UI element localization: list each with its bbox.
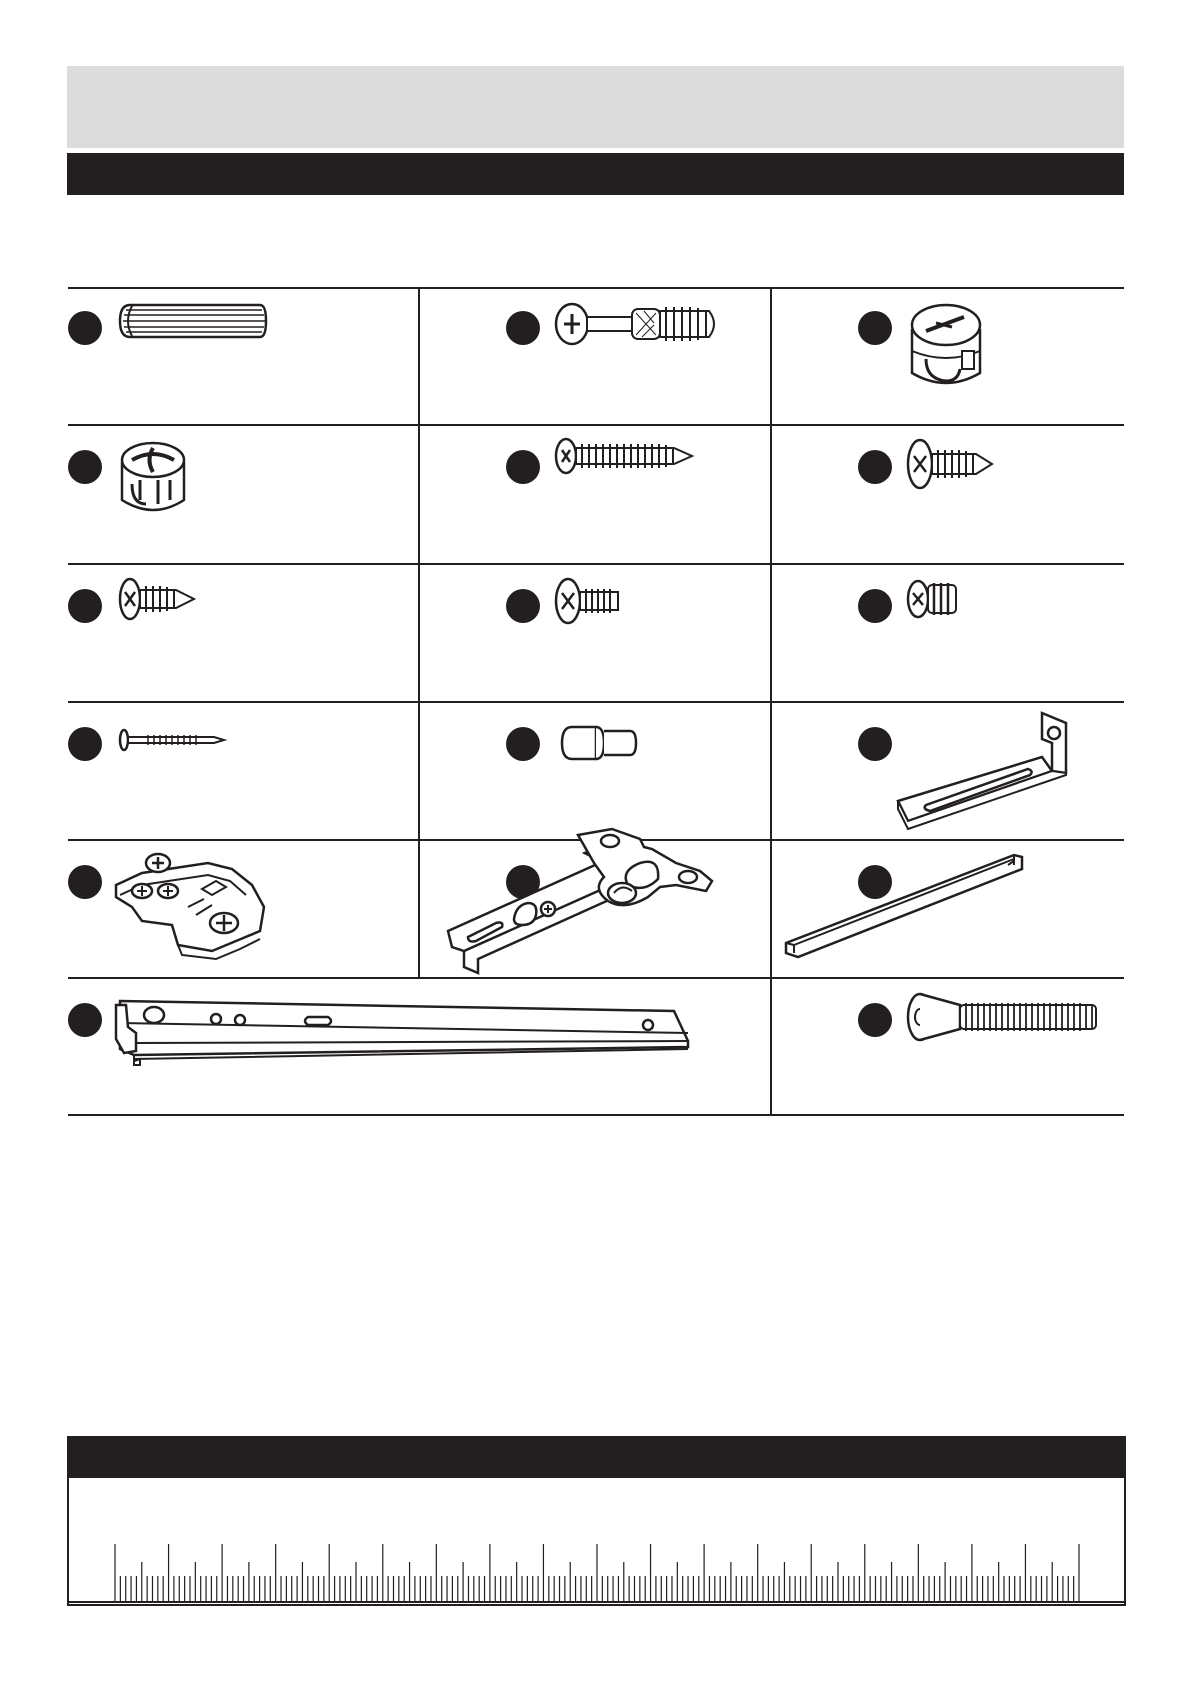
fitting-cell-q: [772, 979, 1124, 1114]
item-badge-f: [858, 450, 892, 484]
fitting-cell-a: [68, 287, 418, 424]
fitting-cell-l: [772, 703, 1124, 839]
measuring-ruler-icon: [69, 1436, 1124, 1604]
item-badge-i: [858, 589, 892, 623]
wafer-head-screw-icon: [906, 436, 996, 496]
fitting-cell-h: [420, 565, 770, 701]
header-band: [67, 66, 1124, 148]
item-badge-j: [68, 727, 102, 761]
item-badge-q: [858, 1003, 892, 1037]
fitting-cell-o: [772, 841, 1124, 977]
nail-icon: [118, 729, 228, 751]
shelf-support-pin-icon: [560, 723, 640, 763]
cam-lock-large-icon: [906, 301, 986, 391]
fitting-cell-g: [68, 565, 418, 701]
item-badge-l: [858, 727, 892, 761]
fitting-cell-b: [420, 287, 770, 424]
item-badge-c: [858, 311, 892, 345]
drawer-runner-icon: [112, 999, 692, 1065]
item-badge-k: [506, 727, 540, 761]
item-badge-b: [506, 311, 540, 345]
wooden-dowel-icon: [118, 301, 268, 341]
cam-lock-small-icon: [118, 440, 188, 520]
fitting-cell-n: [420, 841, 770, 977]
fitting-cell-j: [68, 703, 418, 839]
item-badge-d: [68, 450, 102, 484]
fittings-section-bar: [67, 153, 1124, 195]
fitting-cell-c: [772, 287, 1124, 424]
concealed-hinge-icon: [444, 827, 744, 979]
plastic-rail-strip-icon: [782, 849, 1032, 959]
item-badge-e: [506, 450, 540, 484]
item-badge-a: [68, 311, 102, 345]
fitting-cell-f: [772, 426, 1124, 563]
l-bracket-icon: [892, 709, 1082, 833]
cam-bolt-icon: [554, 299, 724, 349]
hinge-mounting-plate-icon: [112, 845, 272, 965]
fittings-grid: [68, 287, 1124, 1116]
long-countersunk-screw-icon: [554, 436, 694, 476]
item-badge-h: [506, 589, 540, 623]
short-countersunk-screw-icon: [118, 575, 198, 625]
ruler-panel: [67, 1436, 1126, 1606]
fitting-cell-p: [68, 979, 770, 1114]
fitting-cell-d: [68, 426, 418, 563]
item-badge-p: [68, 1003, 102, 1037]
euro-screw-icon: [906, 577, 962, 621]
fitting-cell-m: [68, 841, 418, 977]
fitting-cell-e: [420, 426, 770, 563]
item-badge-g: [68, 589, 102, 623]
connector-bolt-icon: [906, 991, 1106, 1043]
fitting-cell-k: [420, 703, 770, 839]
fitting-cell-i: [772, 565, 1124, 701]
machine-screw-icon: [554, 575, 624, 629]
grid-rule: [68, 1114, 1124, 1116]
item-badge-m: [68, 865, 102, 899]
